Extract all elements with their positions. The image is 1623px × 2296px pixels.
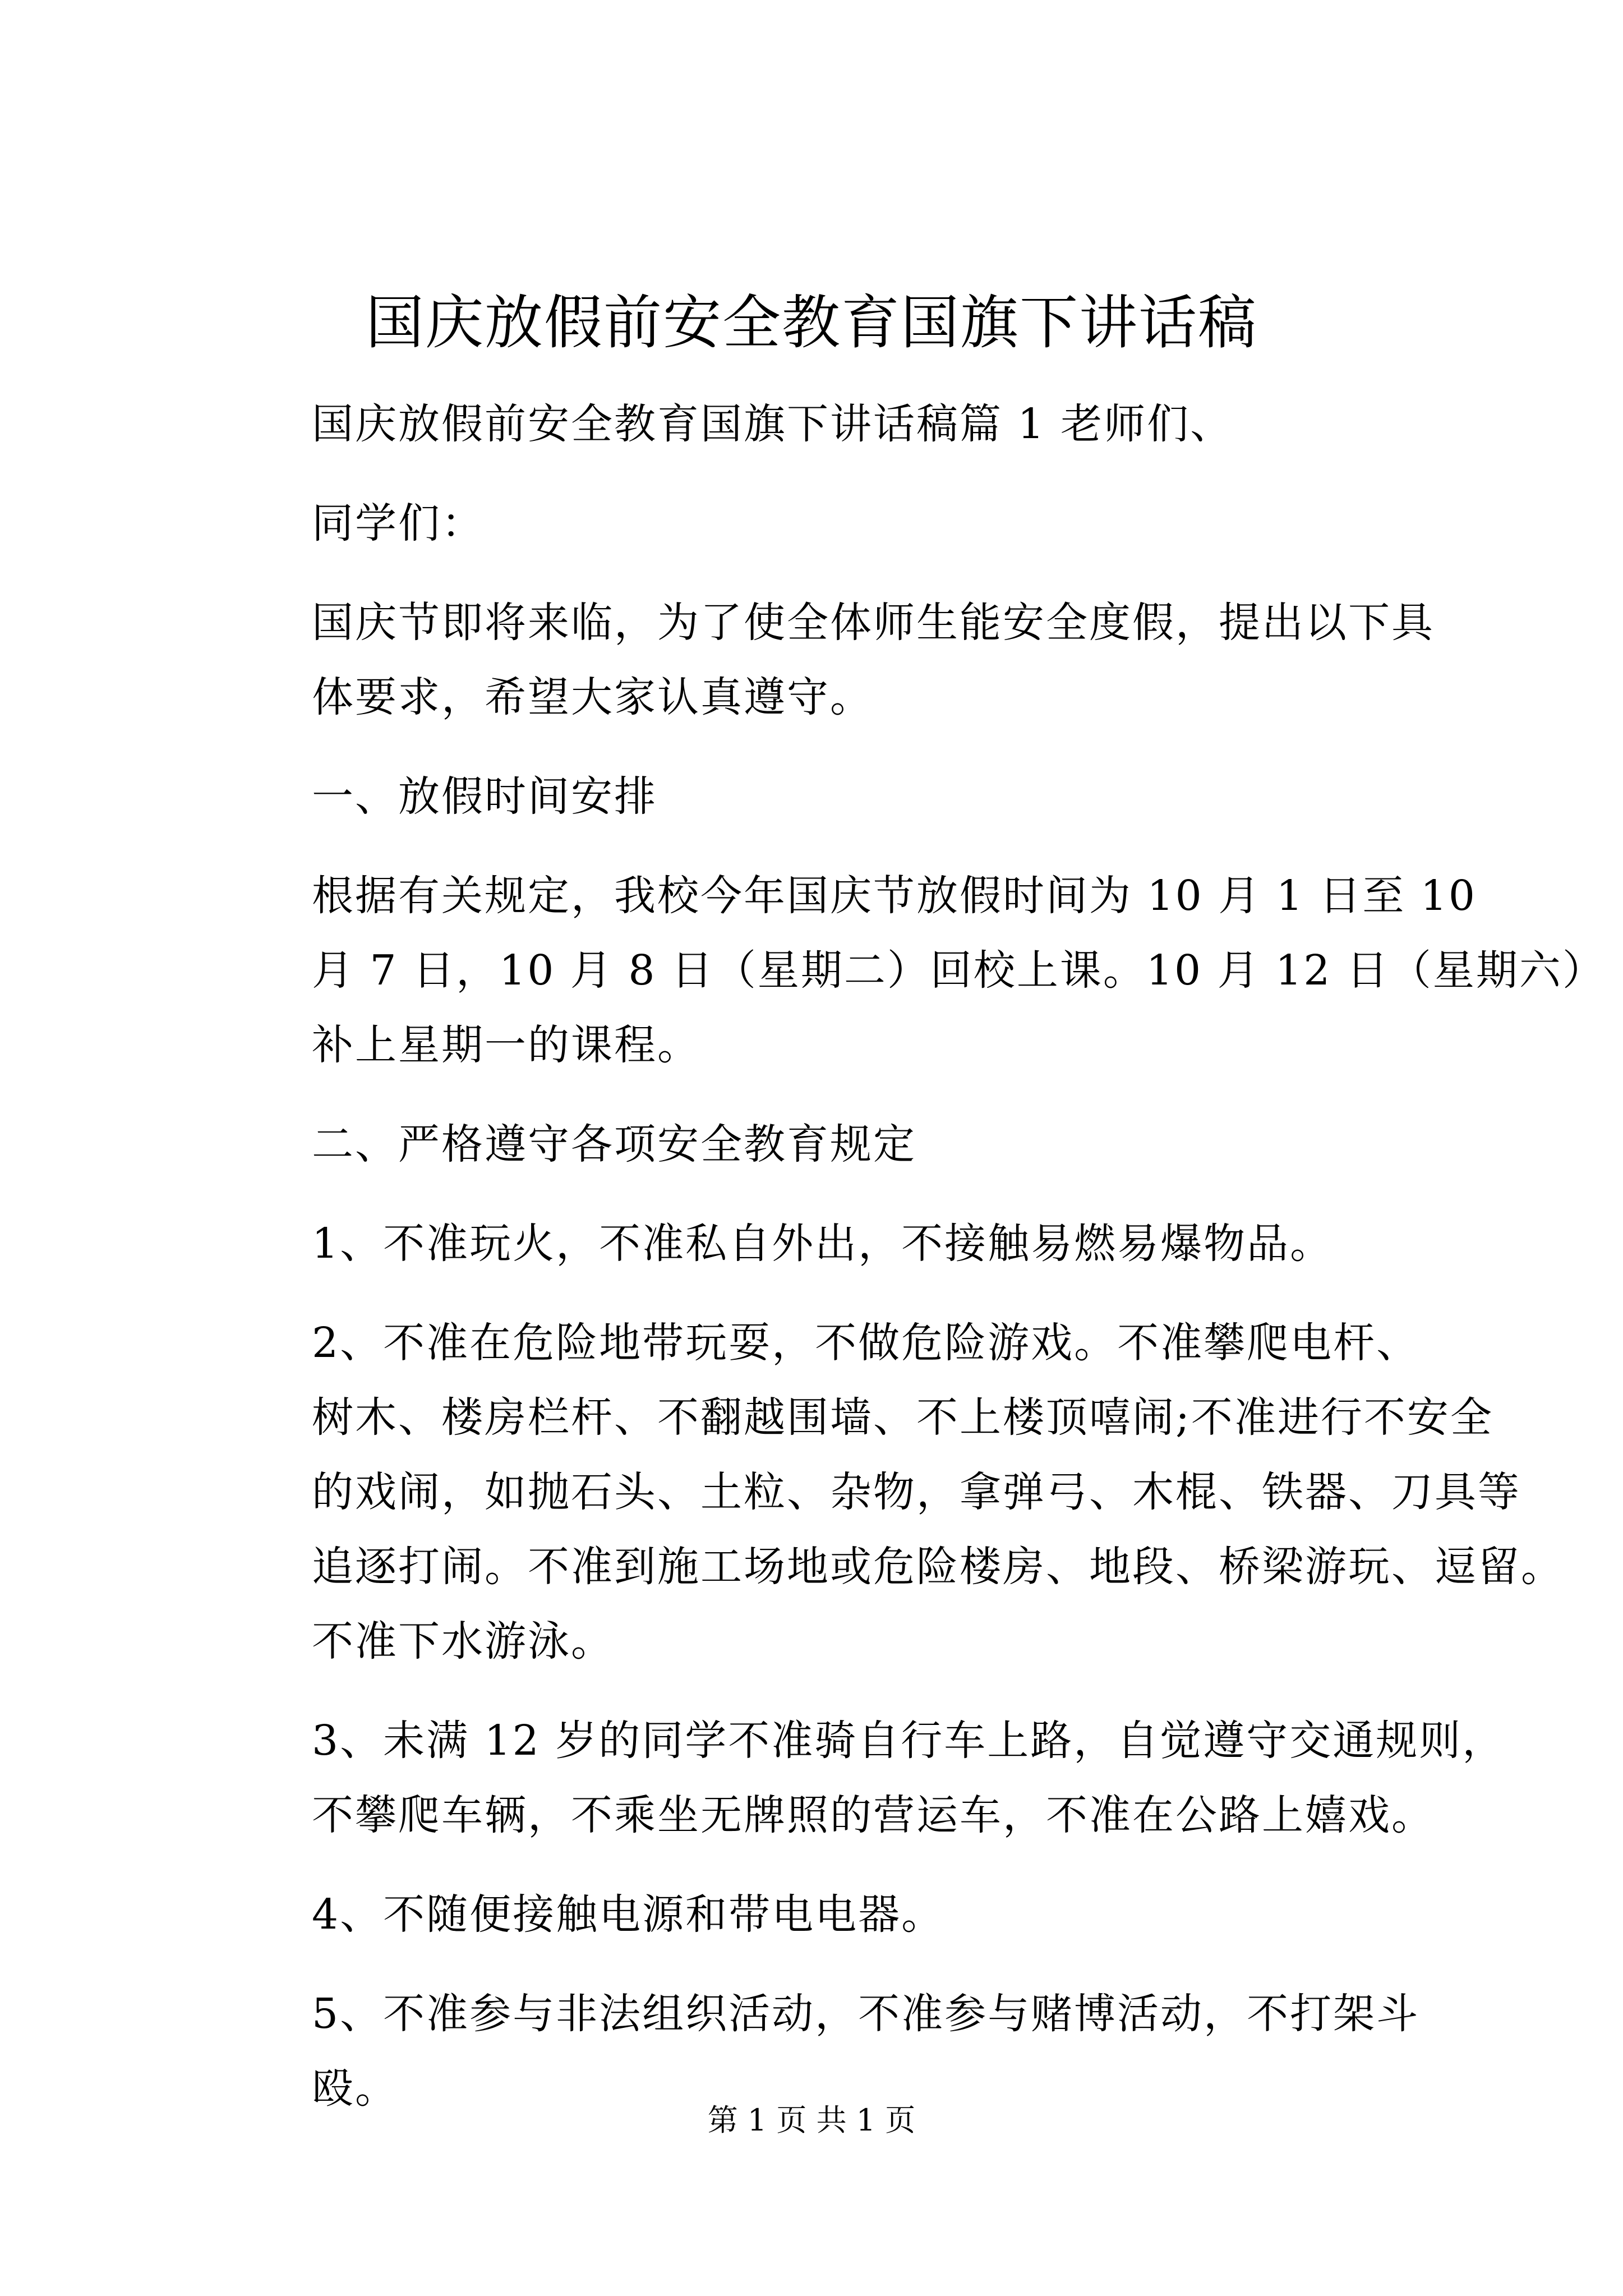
paragraph <box>218 586 1440 735</box>
paragraph-line: 5、不准参与非法组织活动，不准参与赌博活动，不打架斗 <box>312 1990 1420 2038</box>
paragraph-line: 的戏闹，如抛石头、土粒、杂物，拿弹弓、木棍、铁器、刀具等 <box>312 1468 1521 1516</box>
paragraph <box>218 1207 1440 1281</box>
paragraph-line: 国庆节即将来临，为了使全体师生能安全度假，提出以下具 <box>312 599 1435 647</box>
paragraph-line: 不准下水游泳。 <box>312 1617 614 1665</box>
document-title: 国庆放假前安全教育国旗下讲话稿 <box>365 288 1257 357</box>
paragraph <box>218 486 1440 561</box>
paragraph <box>218 387 1440 462</box>
paragraph-line: 3、未满 12 岁的同学不准骑自行车上路，自觉遵守交通规则， <box>312 1717 1506 1765</box>
page-number-footer: 第 1 页 共 1 页 <box>707 2102 916 2138</box>
paragraph-line: 根据有关规定，我校今年国庆节放假时间为 10 月 1 日至 10 <box>312 872 1477 920</box>
paragraph-line: 1、不准玩火，不准私自外出，不接触易燃易爆物品。 <box>312 1220 1334 1268</box>
paragraph <box>218 859 1606 1083</box>
paragraph <box>218 1878 1440 1952</box>
paragraph-line: 不攀爬车辆，不乘坐无牌照的营运车，不准在公路上嬉戏。 <box>312 1791 1435 1839</box>
paragraph <box>218 1704 1506 1853</box>
paragraph-line: 2、不准在危险地带玩耍，不做危险游戏。不准攀爬电杆、 <box>312 1319 1420 1367</box>
paragraph-line: 月 7 日，10 月 8 日（星期二）回校上课。10 月 12 日（星期六） <box>312 946 1606 995</box>
paragraph <box>218 1107 1440 1182</box>
paragraph-line: 国庆放假前安全教育国旗下讲话稿篇 1 老师们、 <box>312 400 1234 448</box>
paragraph-line: 树木、楼房栏杆、不翻越围墙、不上楼顶嘻闹;不准进行不安全 <box>312 1393 1493 1442</box>
section-heading: 二、严格遵守各项安全教育规定 <box>312 1120 916 1168</box>
paragraph-line: 同学们： <box>312 499 485 547</box>
paragraph <box>218 760 1440 834</box>
paragraph-line: 补上星期一的课程。 <box>312 1021 700 1069</box>
paragraph <box>218 1306 1564 1679</box>
paragraph-line: 4、不随便接触电源和带电电器。 <box>312 1890 945 1939</box>
section-heading: 一、放假时间安排 <box>312 772 657 821</box>
document-body <box>218 387 1606 2151</box>
paragraph-line: 追逐打闹。不准到施工场地或危险楼房、地段、桥梁游玩、逗留。 <box>312 1543 1564 1591</box>
paragraph-line: 体要求，希望大家认真遵守。 <box>312 673 873 721</box>
paragraph-line: 殴。 <box>312 2064 398 2113</box>
